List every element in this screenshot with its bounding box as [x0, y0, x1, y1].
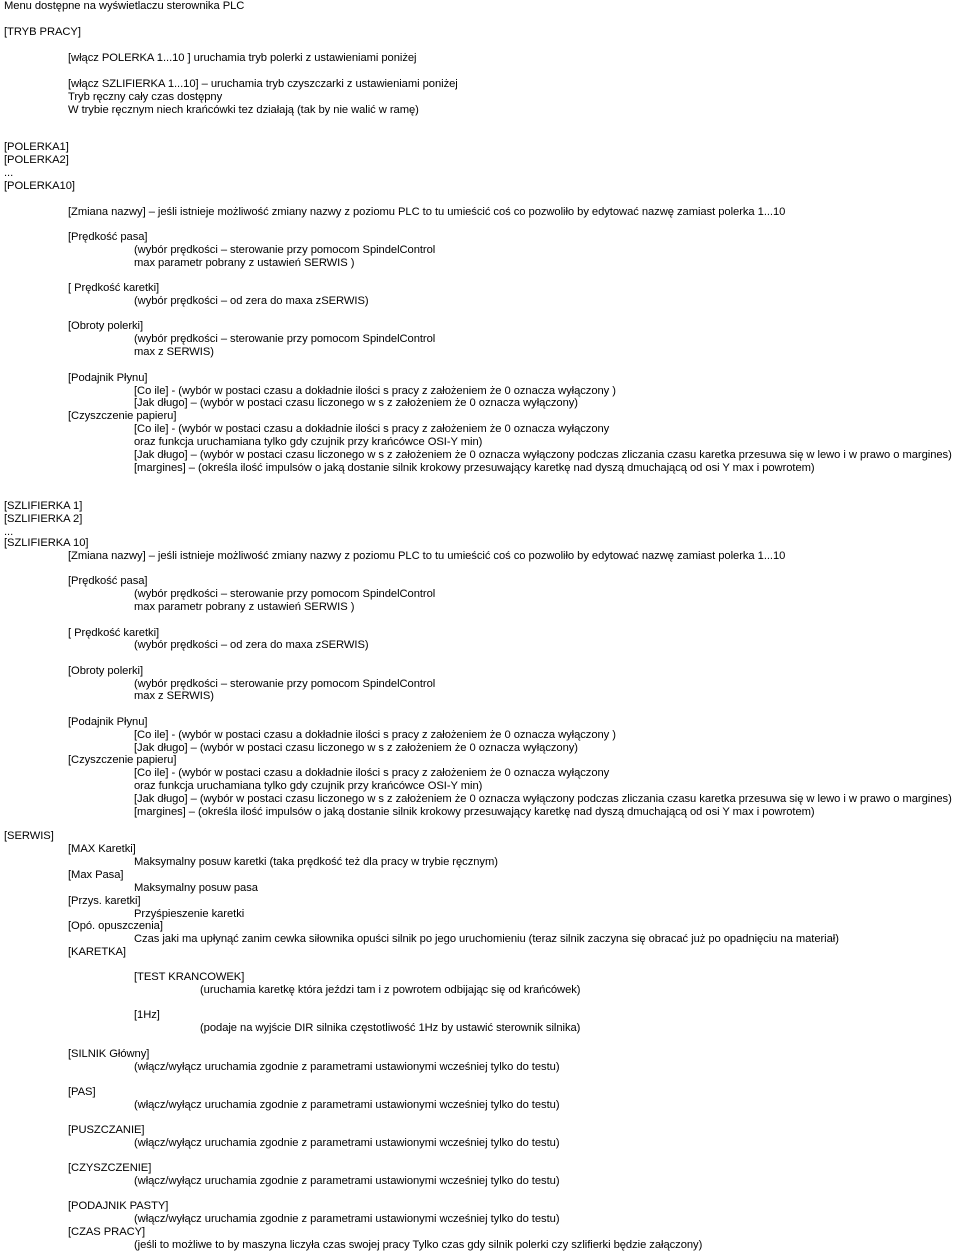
serwis-max-karetki-desc: Maksymalny posuw karetki (taka prędkość też dla pracy w trybie ręcznym): [134, 856, 498, 868]
szlifierka-10: [SZLIFIERKA 10]: [4, 537, 89, 549]
serwis-czyszczenie: [CZYSZCZENIE]: [68, 1162, 152, 1174]
szlifierka-2: [SZLIFIERKA 2]: [4, 513, 83, 525]
mode-header: [TRYB PRACY]: [4, 26, 81, 38]
p-czyszczenie: [Czyszczenie papieru]: [68, 410, 177, 422]
s-predkosc-karetki-desc: (wybór prędkości – od zera do maxa zSERWIS): [134, 639, 369, 651]
serwis-czas-pracy: [CZAS PRACY]: [68, 1226, 146, 1238]
polerka-ellipsis: ...: [4, 167, 14, 179]
p-czyszczenie-coile: [Co ile] - (wybór w postaci czasu a dokładnie ilości s pracy z założeniem że 0 oznacza wyłączony: [134, 423, 610, 435]
mode-manual-note: W trybie ręcznym niech krańcówki tez działają (tak by nie walić w ramę): [68, 104, 419, 116]
s-czyszczenie-coile: [Co ile] - (wybór w postaci czasu a dokładnie ilości s pracy z założeniem że 0 oznacza wyłączony: [134, 767, 610, 779]
serwis-podajnik-pasty-desc: (włącz/wyłącz uruchamia zgodnie z parametrami ustawionymi wcześniej tylko do testu): [134, 1213, 560, 1225]
mode-szlifierka: [włącz SZLIFIERKA 1...10] – uruchamia tryb czyszczarki z ustawieniami poniżej: [68, 78, 458, 90]
polerka-2: [POLERKA2]: [4, 154, 69, 166]
serwis-max-pasa: [Max Pasa]: [68, 869, 124, 881]
serwis-czas-pracy-desc: (jeśli to możliwe to by maszyna liczyła czas swojej pracy Tylko czas gdy silnik polerki czy szlifierki będzie załączony): [134, 1239, 703, 1251]
serwis-puszczanie-desc: (włącz/wyłącz uruchamia zgodnie z parametrami ustawionymi wcześniej tylko do testu): [134, 1137, 560, 1149]
serwis-1hz: [1Hz]: [134, 1009, 160, 1021]
p-predkosc-karetki-desc: (wybór prędkości – od zera do maxa zSERWIS): [134, 295, 369, 307]
s-obroty-desc: (wybór prędkości – sterowanie przy pomocom SpindelControl: [134, 678, 436, 690]
mode-polerka: [włącz POLERKA 1...10 ] uruchamia tryb polerki z ustawieniami poniżej: [68, 52, 417, 64]
p-czyszczenie-jakdlugo: [Jak długo] – (wybór w postaci czasu liczonego w s z założeniem że 0 oznacza wyłączony podczas zliczania czasu karetka przesuwa się w lewo i w prawo o margines): [134, 449, 952, 461]
p-zmiana-nazwy: [Zmiana nazwy] – jeśli istnieje możliwość zmiany nazwy z poziomu PLC to tu umieścić coś co pozwoliło by edytować nazwę zamiast polerka 1...10: [68, 206, 786, 218]
p-predkosc-pasa: [Prędkość pasa]: [68, 231, 148, 243]
p-podajnik: [Podajnik Płynu]: [68, 372, 148, 384]
s-czyszczenie: [Czyszczenie papieru]: [68, 754, 177, 766]
s-predkosc-pasa-max: max parametr pobrany z ustawień SERWIS ): [134, 601, 355, 613]
serwis-pas-desc: (włącz/wyłącz uruchamia zgodnie z parametrami ustawionymi wcześniej tylko do testu): [134, 1099, 560, 1111]
serwis-pas: [PAS]: [68, 1086, 96, 1098]
serwis-test-krancowek: [TEST KRANCOWEK]: [134, 971, 245, 983]
serwis-max-karetki: [MAX Karetki]: [68, 843, 136, 855]
serwis-opo-opuszczenia: [Opó. opuszczenia]: [68, 920, 163, 932]
s-czyszczenie-margines: [margines] – (określa ilość impulsów o jaką dostanie silnik krokowy przesuwający karetkę nad dyszą dmuchającą od osi Y max i powrotem): [134, 806, 815, 818]
serwis-karetka: [KARETKA]: [68, 946, 126, 958]
doc-title: Menu dostępne na wyświetlaczu sterownika PLC: [4, 0, 245, 12]
p-czyszczenie-margines: [margines] – (określa ilość impulsów o jaką dostanie silnik krokowy przesuwający karetkę nad dyszą dmuchającą od osi Y max i powrotem): [134, 462, 815, 474]
serwis-przys-karetki: [Przys. karetki]: [68, 895, 141, 907]
serwis-max-pasa-desc: Maksymalny posuw pasa: [134, 882, 258, 894]
s-zmiana-nazwy: [Zmiana nazwy] – jeśli istnieje możliwość zmiany nazwy z poziomu PLC to tu umieścić coś co pozwoliło by edytować nazwę zamiast polerka 1...10: [68, 550, 786, 562]
s-czyszczenie-funkcja: oraz funkcja uruchamiana tylko gdy czujnik przy krańcówce OSI-Y min): [134, 780, 483, 792]
serwis-test-krancowek-desc: (uruchamia karetkę która jeździ tam i z powrotem odbijając się od krańcówek): [200, 984, 581, 996]
s-predkosc-pasa-desc: (wybór prędkości – sterowanie przy pomocom SpindelControl: [134, 588, 436, 600]
serwis-czyszczenie-desc: (włącz/wyłącz uruchamia zgodnie z parametrami ustawionymi wcześniej tylko do testu): [134, 1175, 560, 1187]
p-obroty-desc: (wybór prędkości – sterowanie przy pomocom SpindelControl: [134, 333, 436, 345]
s-czyszczenie-jakdlugo: [Jak długo] – (wybór w postaci czasu liczonego w s z założeniem że 0 oznacza wyłączony podczas zliczania czasu karetka przesuwa się w lewo i w prawo o margines): [134, 793, 952, 805]
s-predkosc-karetki: [ Prędkość karetki]: [68, 627, 160, 639]
p-predkosc-karetki: [ Prędkość karetki]: [68, 282, 160, 294]
s-predkosc-pasa: [Prędkość pasa]: [68, 575, 148, 587]
p-podajnik-coile: [Co ile] - (wybór w postaci czasu a dokładnie ilości s pracy z założeniem że 0 oznacza wyłączony ): [134, 385, 616, 397]
p-obroty: [Obroty polerki]: [68, 320, 144, 332]
mode-manual: Tryb ręczny cały czas dostępny: [68, 91, 223, 103]
szlifierka-1: [SZLIFIERKA 1]: [4, 500, 83, 512]
p-czyszczenie-funkcja: oraz funkcja uruchamiana tylko gdy czujnik przy krańcówce OSI-Y min): [134, 436, 483, 448]
s-podajnik-coile: [Co ile] - (wybór w postaci czasu a dokładnie ilości s pracy z założeniem że 0 oznacza wyłączony ): [134, 729, 616, 741]
serwis-header: [SERWIS]: [4, 830, 54, 842]
p-obroty-max: max z SERWIS): [134, 346, 214, 358]
serwis-opo-opuszczenia-desc: Czas jaki ma upłynąć zanim cewka siłownika opuści silnik po jego uruchomieniu (teraz silnik zaczyna się obracać już po opadnięciu na materiał): [134, 933, 839, 945]
s-podajnik-jakdlugo: [Jak długo] – (wybór w postaci czasu liczonego w s z założeniem że 0 oznacza wyłączony): [134, 742, 578, 754]
s-obroty: [Obroty polerki]: [68, 665, 144, 677]
p-predkosc-pasa-desc: (wybór prędkości – sterowanie przy pomocom SpindelControl: [134, 244, 436, 256]
serwis-silnik-glowny-desc: (włącz/wyłącz uruchamia zgodnie z parametrami ustawionymi wcześniej tylko do testu): [134, 1061, 560, 1073]
serwis-silnik-glowny: [SILNIK Główny]: [68, 1048, 150, 1060]
p-podajnik-jakdlugo: [Jak długo] – (wybór w postaci czasu liczonego w s z założeniem że 0 oznacza wyłączony): [134, 397, 578, 409]
serwis-1hz-desc: (podaje na wyjście DIR silnika częstotliwość 1Hz by ustawić sterownik silnika): [200, 1022, 581, 1034]
s-podajnik: [Podajnik Płynu]: [68, 716, 148, 728]
szlifierka-ellipsis: ...: [4, 526, 14, 538]
s-obroty-max: max z SERWIS): [134, 690, 214, 702]
serwis-podajnik-pasty: [PODAJNIK PASTY]: [68, 1200, 169, 1212]
serwis-przys-karetki-desc: Przyśpieszenie karetki: [134, 908, 245, 920]
polerka-1: [POLERKA1]: [4, 141, 69, 153]
serwis-puszczanie: [PUSZCZANIE]: [68, 1124, 145, 1136]
polerka-10: [POLERKA10]: [4, 180, 75, 192]
p-predkosc-pasa-max: max parametr pobrany z ustawień SERWIS ): [134, 257, 355, 269]
